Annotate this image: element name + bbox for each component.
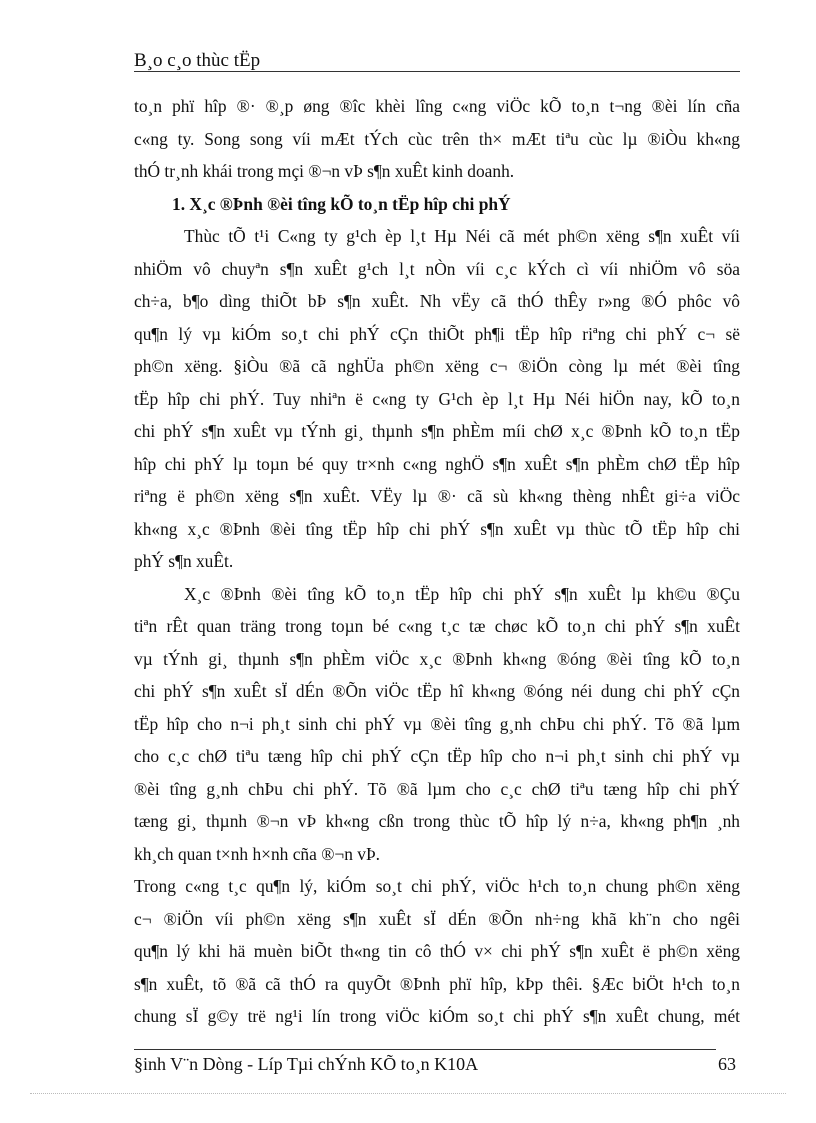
text-line: s¶n xuÊt, tõ ®ã cã thÓ ra quyÕt ®Þnh phï hîp, kÞp thêi. §Æc biÖt h¹ch to¸n bbox=[134, 973, 740, 994]
text-line: ®èi tîng g¸nh chÞu chi phÝ. Tõ ®ã lµm cho c¸c chØ tiªu tæng hîp chi phÝ bbox=[134, 778, 740, 799]
text-line: vµ tÝnh gi¸ thµnh s¶n phÈm viÖc x¸c ®Þnh kh«ng ®óng ®èi tîng kÕ to¸n bbox=[134, 648, 740, 669]
text-line: qu¶n lý vµ kiÓm so¸t chi phÝ cÇn thiÕt ph¶i tËp hîp riªng chi phÝ c¬ së bbox=[134, 323, 740, 344]
text-line: chi phÝ s¶n xuÊt sÏ dÉn ®Õn viÖc tËp hî kh«ng ®óng néi dung chi phÝ cÇn bbox=[134, 681, 740, 701]
text-line: chung sÏ g©y trë ng¹i lín trong viÖc kiÓm so¸t chi phÝ s¶n xuÊt chung, mét bbox=[134, 1006, 740, 1026]
page-number: 63 bbox=[718, 1054, 736, 1074]
document-body bbox=[134, 90, 740, 1033]
text-line: tæng gi¸ thµnh ®¬n vÞ kh«ng cßn trong thùc tÕ hîp lý n÷a, kh«ng ph¶n ¸nh bbox=[134, 811, 740, 831]
text-line: hîp chi phÝ lµ toµn bé quy tr×nh c«ng nghÖ s¶n xuÊt s¶n phÈm chØ tËp hîp bbox=[134, 453, 740, 474]
text-line: kh¸ch quan t×nh h×nh cña ®¬n vÞ. bbox=[134, 843, 380, 864]
footer-divider bbox=[134, 1049, 716, 1050]
footer-author: §inh V¨n Dòng - Líp Tµi chÝnh KÕ to¸n K10A bbox=[134, 1054, 479, 1074]
text-line: thÓ tr¸nh khái trong mçi ®¬n vÞ s¶n xuÊt kinh doanh. bbox=[134, 161, 515, 181]
text-line: riªng ë ph©n xëng s¶n xuÊt. VËy lµ ®· cã sù kh«ng thèng nhÊt gi÷a viÖc bbox=[134, 486, 740, 506]
text-line: qu¶n lý khi hä muèn biÕt th«ng tin cô thÓ v× chi phÝ s¶n xuÊt ë ph©n xëng bbox=[134, 941, 740, 961]
text-line: kh«ng x¸c ®Þnh ®èi tîng tËp hîp chi phÝ s¶n xuÊt vµ thùc tÕ tËp hîp chi bbox=[134, 518, 740, 539]
text-line: ch÷a, b¶o dìng thiÕt bÞ s¶n xuÊt. Nh vËy cã thÓ thÊy r»ng ®Ó phôc vô bbox=[134, 291, 740, 311]
text-line: Thùc tÕ t¹i C«ng ty g¹ch èp l¸t Hµ Néi cã mét ph©n xëng s¶n xuÊt víi bbox=[184, 226, 740, 246]
text-line: c¬ ®iÖn víi ph©n xëng s¶n xuÊt sÏ dÉn ®Õn nh÷ng khã kh¨n cho ngêi bbox=[134, 908, 740, 929]
text-line: nhiÖm vô chuyªn s¶n xuÊt g¹ch l¸t nÒn víi c¸c kÝch cì víi nhiÖm vô söa bbox=[134, 258, 740, 279]
header-divider bbox=[134, 71, 740, 72]
text-line: c«ng ty. Song song víi mÆt tÝch cùc trên th× mÆt tiªu cùc lµ ®iÒu kh«ng bbox=[134, 128, 740, 149]
text-line: Trong c«ng t¸c qu¶n lý, kiÓm so¸t chi phÝ, viÖc h¹ch to¸n chung ph©n xëng bbox=[134, 876, 740, 896]
text-line: cho c¸c chØ tiªu tæng hîp chi phÝ cÇn tËp hîp cho n¬i ph¸t sinh chi phÝ vµ bbox=[134, 746, 740, 766]
text-line: tËp hîp cho n¬i ph¸t sinh chi phÝ vµ ®èi tîng g¸nh chÞu chi phÝ. Tõ ®ã lµm bbox=[134, 713, 740, 734]
section-heading: 1. X¸c ®Þnh ®èi tîng kÕ to¸n tËp hîp chi phÝ bbox=[172, 193, 511, 214]
page-edge-dotted-line bbox=[30, 1093, 786, 1094]
header-title: B¸o c¸o thùc tËp bbox=[134, 50, 261, 71]
text-line: tiªn rÊt quan träng trong toµn bé c«ng t¸c tæ chøc kÕ to¸n chi phÝ s¶n xuÊt bbox=[134, 616, 740, 636]
text-line: phÝ s¶n xuÊt. bbox=[134, 551, 234, 571]
text-line: to¸n phï hîp ®· ®¸p øng ®îc khèi lîng c«ng viÖc kÕ to¸n t¬ng ®èi lín cña bbox=[134, 96, 740, 116]
text-line: ph©n xëng. §iÒu ®ã cã nghÜa ph©n xëng c¬ ®iÖn còng lµ mét ®èi tîng bbox=[134, 356, 740, 376]
text-line: X¸c ®Þnh ®èi tîng kÕ to¸n tËp hîp chi phÝ s¶n xuÊt lµ kh©u ®Çu bbox=[184, 583, 740, 604]
text-line: chi phÝ s¶n xuÊt vµ tÝnh gi¸ thµnh s¶n phÈm míi chØ x¸c ®Þnh kÕ to¸n tËp bbox=[134, 421, 740, 441]
text-line: tËp hîp chi phÝ. Tuy nhiªn ë c«ng ty G¹ch èp l¸t Hµ Néi hiÖn nay, kÕ to¸n bbox=[134, 388, 740, 409]
